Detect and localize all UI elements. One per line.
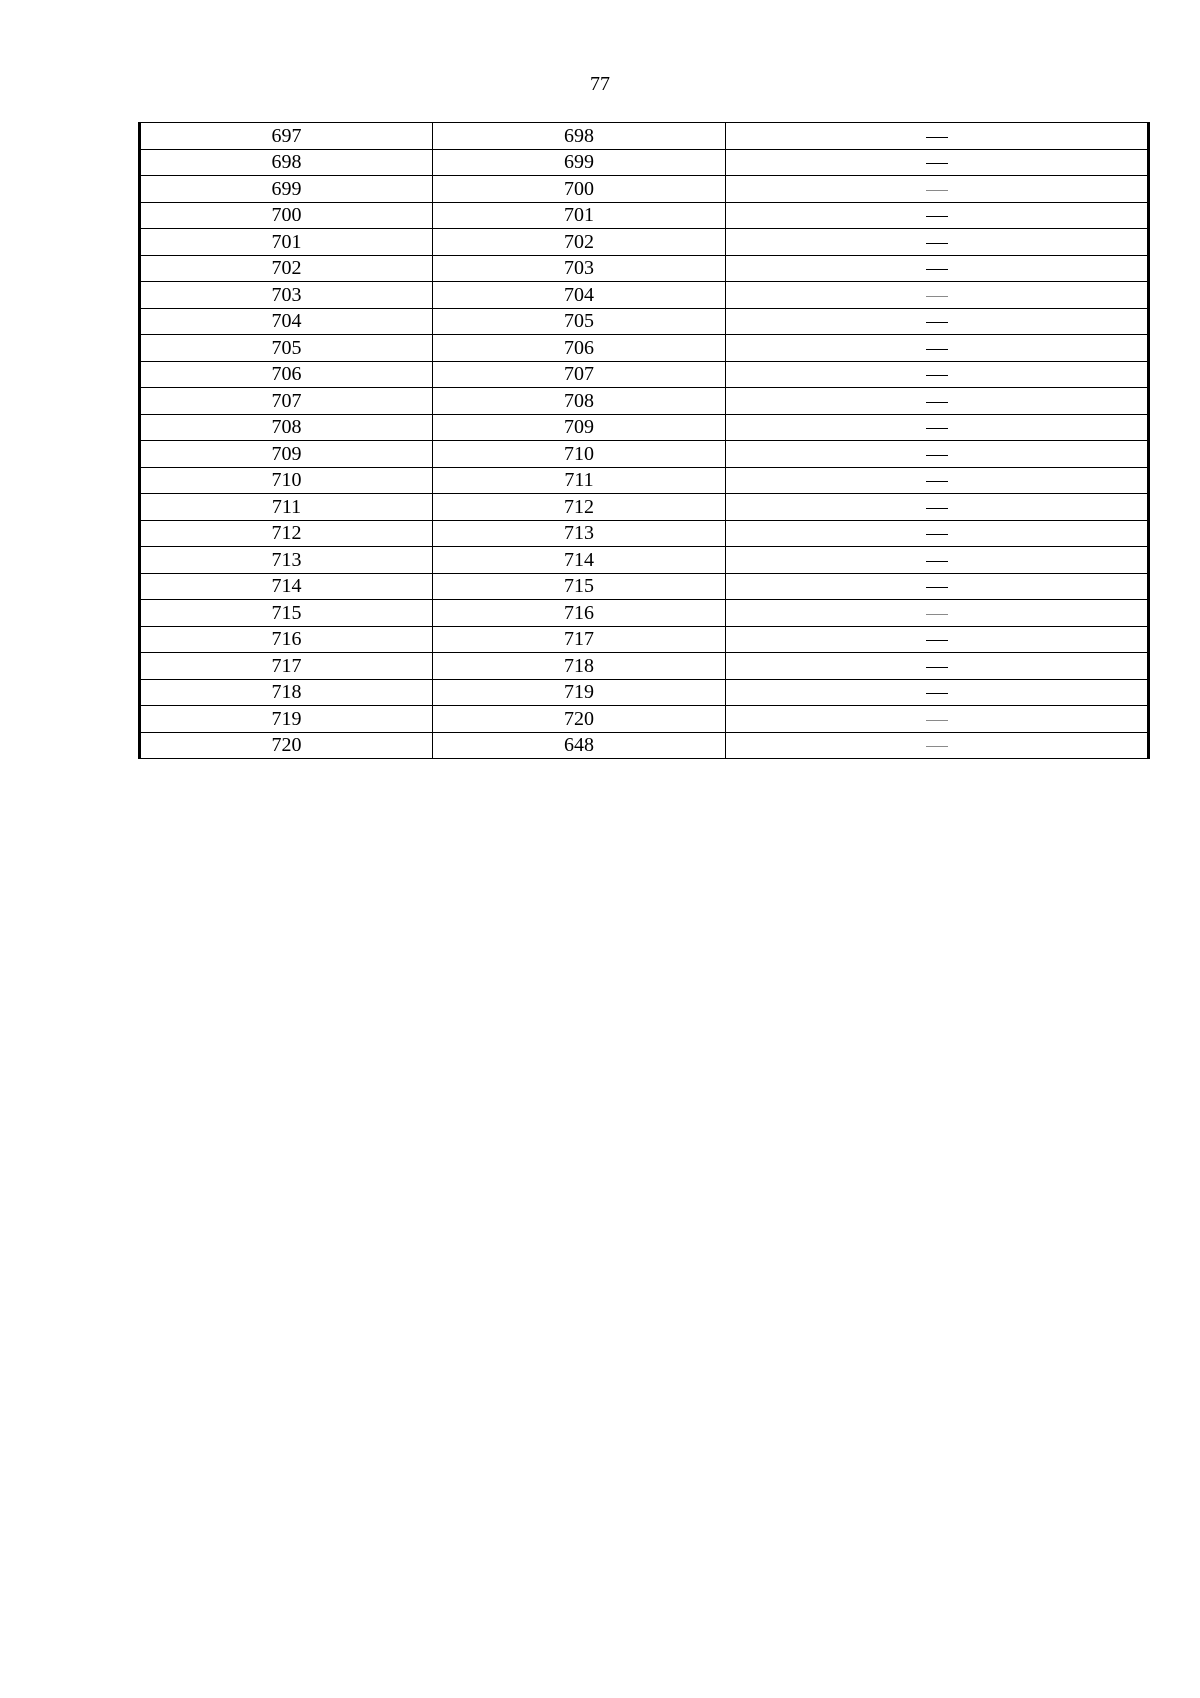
table-row [140,653,1149,680]
cell-from: 701 [140,229,433,256]
dash-mark [926,190,948,191]
page-number: 77 [590,73,610,95]
table-body [140,123,1149,759]
cell-to: 703 [433,255,726,282]
dash-mark [926,587,948,588]
cell-from: 717 [140,653,433,680]
dash-mark [926,693,948,694]
cell-to: 702 [433,229,726,256]
cell-to: 704 [433,282,726,309]
cell-to: 706 [433,335,726,362]
cell-from: 703 [140,282,433,309]
cell-note [726,520,1149,547]
table-row [140,706,1149,733]
cell-from: 698 [140,149,433,176]
cell-note [726,149,1149,176]
table-row [140,679,1149,706]
cell-note [726,653,1149,680]
table-row [140,282,1149,309]
cell-note [726,547,1149,574]
cell-from: 714 [140,573,433,600]
dash-mark [926,720,948,721]
cell-from: 705 [140,335,433,362]
dash-mark [926,455,948,456]
cell-to: 715 [433,573,726,600]
cell-note [726,255,1149,282]
table-row [140,626,1149,653]
cell-note [726,388,1149,415]
table-row [140,600,1149,627]
dash-mark [926,243,948,244]
table-row [140,308,1149,335]
cell-from: 708 [140,414,433,441]
dash-mark [926,163,948,164]
cell-to: 718 [433,653,726,680]
cell-to: 719 [433,679,726,706]
cell-from: 697 [140,123,433,150]
table-row [140,176,1149,203]
cell-to: 714 [433,547,726,574]
table-row [140,520,1149,547]
table-row [140,494,1149,521]
cell-from: 720 [140,732,433,759]
dash-mark [926,508,948,509]
cell-from: 702 [140,255,433,282]
table-row [140,361,1149,388]
cell-note [726,202,1149,229]
table-row [140,547,1149,574]
cell-note [726,123,1149,150]
table-row [140,441,1149,468]
cell-to: 708 [433,388,726,415]
cell-note [726,282,1149,309]
cell-from: 715 [140,600,433,627]
cell-note [726,441,1149,468]
cell-note [726,600,1149,627]
cell-to: 700 [433,176,726,203]
cell-to: 710 [433,441,726,468]
dash-mark [926,746,948,747]
cell-to: 701 [433,202,726,229]
table-row [140,388,1149,415]
cell-to: 713 [433,520,726,547]
dash-mark [926,296,948,297]
table-row [140,335,1149,362]
dash-mark [926,375,948,376]
cell-note [726,732,1149,759]
cell-note [726,494,1149,521]
cell-from: 709 [140,441,433,468]
cell-to: 648 [433,732,726,759]
cell-note [726,308,1149,335]
cell-from: 710 [140,467,433,494]
dash-mark [926,640,948,641]
cell-to: 711 [433,467,726,494]
table-row [140,202,1149,229]
cell-to: 698 [433,123,726,150]
cell-note [726,679,1149,706]
cell-from: 711 [140,494,433,521]
dash-mark [926,667,948,668]
dash-mark [926,614,948,615]
dash-mark [926,216,948,217]
cell-note [726,361,1149,388]
table-row [140,467,1149,494]
cell-note [726,573,1149,600]
dash-mark [926,428,948,429]
dash-mark [926,402,948,403]
cell-from: 716 [140,626,433,653]
cell-note [726,335,1149,362]
cell-from: 713 [140,547,433,574]
table-row [140,229,1149,256]
table-row [140,255,1149,282]
cell-to: 709 [433,414,726,441]
cell-to: 705 [433,308,726,335]
cell-note [726,176,1149,203]
table-row [140,573,1149,600]
cell-from: 699 [140,176,433,203]
dash-mark [926,322,948,323]
table-row [140,414,1149,441]
data-table [138,122,1150,759]
cell-to: 699 [433,149,726,176]
cell-to: 716 [433,600,726,627]
cell-to: 717 [433,626,726,653]
data-table-container [138,122,1148,759]
cell-from: 704 [140,308,433,335]
cell-from: 719 [140,706,433,733]
table-row [140,123,1149,150]
cell-to: 720 [433,706,726,733]
cell-note [726,706,1149,733]
dash-mark [926,534,948,535]
cell-to: 712 [433,494,726,521]
cell-note [726,229,1149,256]
cell-note [726,626,1149,653]
cell-from: 706 [140,361,433,388]
table-row [140,149,1149,176]
cell-to: 707 [433,361,726,388]
cell-note [726,467,1149,494]
dash-mark [926,561,948,562]
cell-from: 700 [140,202,433,229]
cell-from: 718 [140,679,433,706]
table-row [140,732,1149,759]
dash-mark [926,349,948,350]
cell-from: 712 [140,520,433,547]
cell-note [726,414,1149,441]
cell-from: 707 [140,388,433,415]
dash-mark [926,137,948,138]
dash-mark [926,269,948,270]
dash-mark [926,481,948,482]
